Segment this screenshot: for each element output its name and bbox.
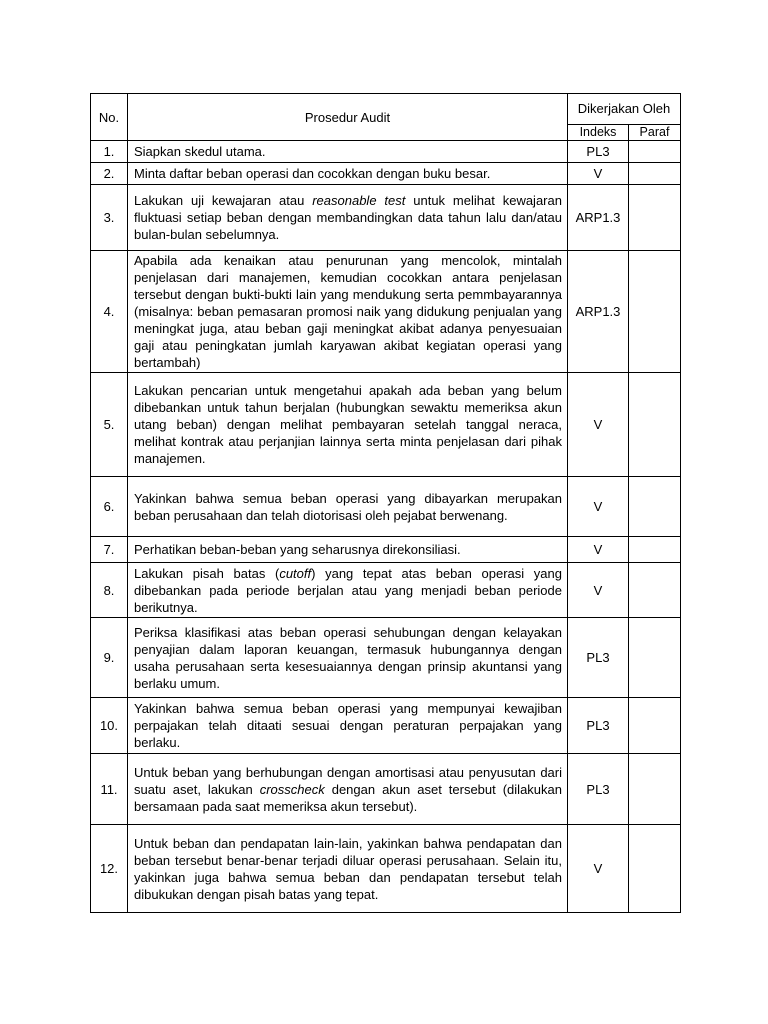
row-indeks: PL3 — [568, 698, 629, 754]
row-indeks: V — [568, 163, 629, 185]
table-row — [91, 163, 681, 185]
row-paraf — [629, 825, 681, 913]
header-paraf: Paraf — [629, 125, 681, 141]
row-procedure: Apabila ada kenaikan atau penurunan yang mencolok, mintalah penjelasan dari manajemen, kemudian cocokkan antara penjelasan tersebut dengan bukti-bukti lain yang mendukung serta pemmbayarannya (misalnya: beban pemasaran promosi naik yang didukung penjualan yang meningkat juga, atau beban gaji meningkat akibat adanya penyesuaian gaji atau peningkatan jumlah karyawan akibat kegiatan operasi yang bertambah) — [128, 251, 568, 373]
row-procedure: Minta daftar beban operasi dan cocokkan dengan buku besar. — [128, 163, 568, 185]
table-row — [91, 825, 681, 913]
row-number: 4. — [91, 251, 128, 373]
row-indeks: PL3 — [568, 754, 629, 825]
row-number: 1. — [91, 141, 128, 163]
header-dikerjakan: Dikerjakan Oleh — [568, 94, 681, 125]
row-indeks: V — [568, 563, 629, 618]
row-procedure: Lakukan pisah batas (cutoff) yang tepat atas beban operasi yang dibebankan pada periode berjalan atau yang menjadi beban periode berikutnya. — [128, 563, 568, 618]
row-number: 6. — [91, 477, 128, 537]
row-number: 10. — [91, 698, 128, 754]
table-row — [91, 537, 681, 563]
row-paraf — [629, 185, 681, 251]
table-row — [91, 185, 681, 251]
table-row — [91, 698, 681, 754]
row-number: 11. — [91, 754, 128, 825]
header-no: No. — [91, 94, 128, 141]
audit-procedure-table — [90, 93, 681, 913]
row-paraf — [629, 537, 681, 563]
table-row — [91, 754, 681, 825]
table-row — [91, 373, 681, 477]
row-indeks: PL3 — [568, 618, 629, 698]
row-procedure: Siapkan skedul utama. — [128, 141, 568, 163]
row-number: 2. — [91, 163, 128, 185]
row-procedure: Periksa klasifikasi atas beban operasi sehubungan dengan kelayakan penyajian dalam laporan keuangan, termasuk hubungannya dengan usaha perusahaan serta kesesuaiannya dengan prinsip akuntansi yang berlaku umum. — [128, 618, 568, 698]
row-indeks: ARP1.3 — [568, 185, 629, 251]
row-procedure: Yakinkan bahwa semua beban operasi yang mempunyai kewajiban perpajakan telah ditaati sesuai dengan peraturan perpajakan yang berlaku. — [128, 698, 568, 754]
table-row — [91, 563, 681, 618]
table-row — [91, 618, 681, 698]
row-procedure: Perhatikan beban-beban yang seharusnya direkonsiliasi. — [128, 537, 568, 563]
row-procedure: Yakinkan bahwa semua beban operasi yang dibayarkan merupakan beban perusahaan dan telah diotorisasi oleh pejabat berwenang. — [128, 477, 568, 537]
row-paraf — [629, 563, 681, 618]
row-number: 5. — [91, 373, 128, 477]
row-indeks: V — [568, 537, 629, 563]
header-prosedur: Prosedur Audit — [128, 94, 568, 141]
row-indeks: PL3 — [568, 141, 629, 163]
row-paraf — [629, 754, 681, 825]
row-procedure: Lakukan uji kewajaran atau reasonable test untuk melihat kewajaran fluktuasi setiap beban dengan membandingkan data tahun lalu dan/atau bulan-bulan sebelumnya. — [128, 185, 568, 251]
table-row — [91, 251, 681, 373]
row-procedure: Lakukan pencarian untuk mengetahui apakah ada beban yang belum dibebankan untuk tahun berjalan (hubungkan sewaktu memeriksa akun utang beban) dengan melihat pembayaran setelah tanggal neraca, melihat kontrak atau perjanjian lainnya serta minta penjelasan dari pihak manajemen. — [128, 373, 568, 477]
row-procedure: Untuk beban yang berhubungan dengan amortisasi atau penyusutan dari suatu aset, lakukan crosscheck dengan akun aset tersebut (dilakukan bersamaan pada saat memeriksa akun tersebut). — [128, 754, 568, 825]
row-number: 9. — [91, 618, 128, 698]
row-indeks: V — [568, 825, 629, 913]
row-number: 12. — [91, 825, 128, 913]
table-row — [91, 141, 681, 163]
row-indeks: V — [568, 477, 629, 537]
row-indeks: V — [568, 373, 629, 477]
row-paraf — [629, 477, 681, 537]
row-paraf — [629, 698, 681, 754]
row-paraf — [629, 618, 681, 698]
row-paraf — [629, 163, 681, 185]
row-indeks: ARP1.3 — [568, 251, 629, 373]
row-paraf — [629, 141, 681, 163]
row-number: 7. — [91, 537, 128, 563]
row-number: 3. — [91, 185, 128, 251]
header-indeks: Indeks — [568, 125, 629, 141]
row-paraf — [629, 251, 681, 373]
row-procedure: Untuk beban dan pendapatan lain-lain, yakinkan bahwa pendapatan dan beban tersebut benar-benar terjadi diluar operasi perusahaan. Selain itu, yakinkan juga bahwa semua beban dan pendapatan tersebut telah dibukukan dengan pisah batas yang tepat. — [128, 825, 568, 913]
row-paraf — [629, 373, 681, 477]
table-row — [91, 477, 681, 537]
row-number: 8. — [91, 563, 128, 618]
